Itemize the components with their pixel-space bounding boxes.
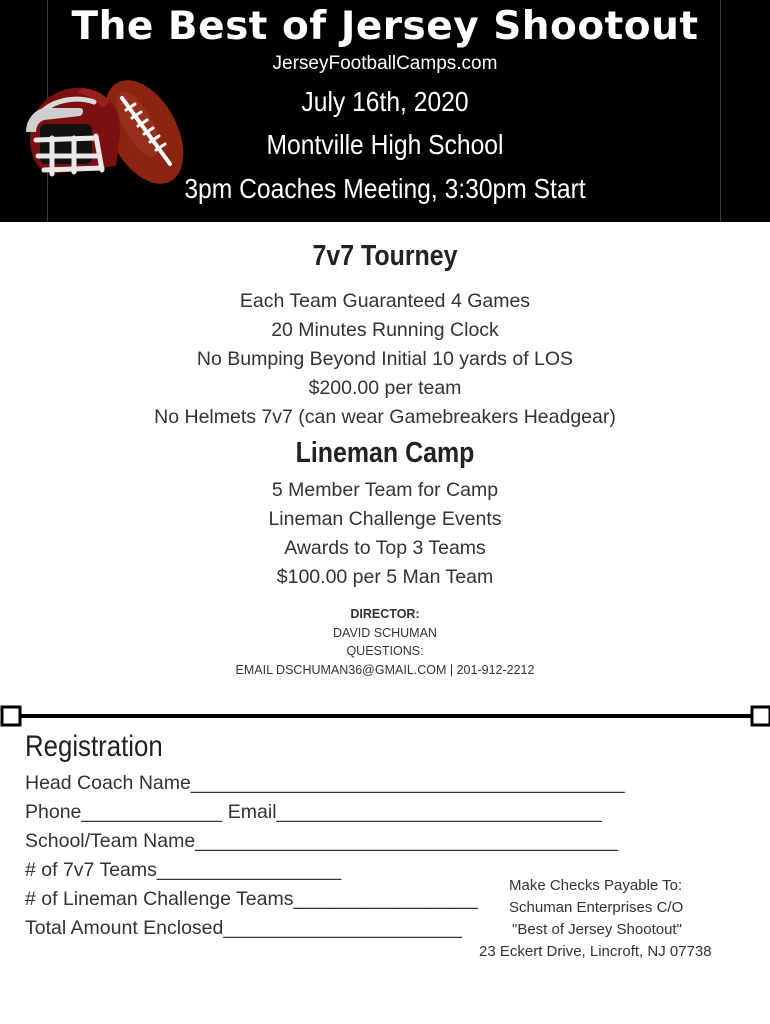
tourney-line: No Helmets 7v7 (can wear Gamebreakers Headgear) bbox=[154, 406, 616, 428]
head-coach-field[interactable]: Head Coach Name________________________________________ bbox=[25, 772, 625, 794]
school-team-field[interactable]: School/Team Name_______________________________________ bbox=[25, 830, 619, 852]
contact-info[interactable]: EMAIL DSCHUMAN36@GMAIL.COM | 201-912-2212 bbox=[235, 663, 535, 677]
tourney-line: 20 Minutes Running Clock bbox=[271, 319, 499, 341]
lineman-line: $100.00 per 5 Man Team bbox=[276, 566, 494, 588]
corner-handle-right bbox=[752, 707, 770, 725]
payable-to-label: Make Checks Payable To: bbox=[509, 877, 683, 894]
event-title: The Best of Jersey Shootout bbox=[71, 4, 699, 49]
questions-label: QUESTIONS: bbox=[346, 644, 424, 658]
lineman-heading: Lineman Camp bbox=[295, 437, 475, 469]
tourney-line: Each Team Guaranteed 4 Games bbox=[239, 290, 531, 312]
phone-email-field[interactable]: Phone_____________ Email______________________________ bbox=[25, 801, 602, 823]
lineman-teams-field[interactable]: # of Lineman Challenge Teams_________________ bbox=[25, 888, 478, 910]
tourney-heading: 7v7 Tourney bbox=[312, 240, 458, 272]
tourney-line: No Bumping Beyond Initial 10 yards of LOS bbox=[196, 348, 574, 370]
director-name: DAVID SCHUMAN bbox=[333, 626, 437, 640]
website-link[interactable]: JerseyFootballCamps.com bbox=[272, 53, 498, 74]
event-schedule: 3pm Coaches Meeting, 3:30pm Start bbox=[184, 173, 586, 204]
football-art bbox=[22, 80, 192, 200]
amount-enclosed-field[interactable]: Total Amount Enclosed______________________ bbox=[25, 917, 462, 939]
payee-name: Schuman Enterprises C/O bbox=[509, 899, 684, 916]
payee-address: 23 Eckert Drive, Lincroft, NJ 07738 bbox=[479, 943, 712, 960]
cut-line-divider bbox=[0, 705, 770, 727]
payee-care-of: "Best of Jersey Shootout" bbox=[512, 921, 682, 938]
director-label: DIRECTOR: bbox=[350, 607, 420, 621]
tourney-line: $200.00 per team bbox=[308, 377, 462, 399]
football-helmet-icon bbox=[26, 88, 120, 174]
teams-7v7-field[interactable]: # of 7v7 Teams_________________ bbox=[25, 859, 342, 881]
registration-heading: Registration bbox=[25, 730, 163, 763]
corner-handle-left bbox=[2, 707, 20, 725]
header-banner bbox=[0, 0, 770, 222]
lineman-line: Awards to Top 3 Teams bbox=[284, 537, 486, 559]
event-date: July 16th, 2020 bbox=[301, 86, 469, 117]
lineman-line: 5 Member Team for Camp bbox=[271, 479, 499, 501]
event-venue: Montville High School bbox=[266, 129, 504, 160]
lineman-line: Lineman Challenge Events bbox=[268, 508, 502, 530]
